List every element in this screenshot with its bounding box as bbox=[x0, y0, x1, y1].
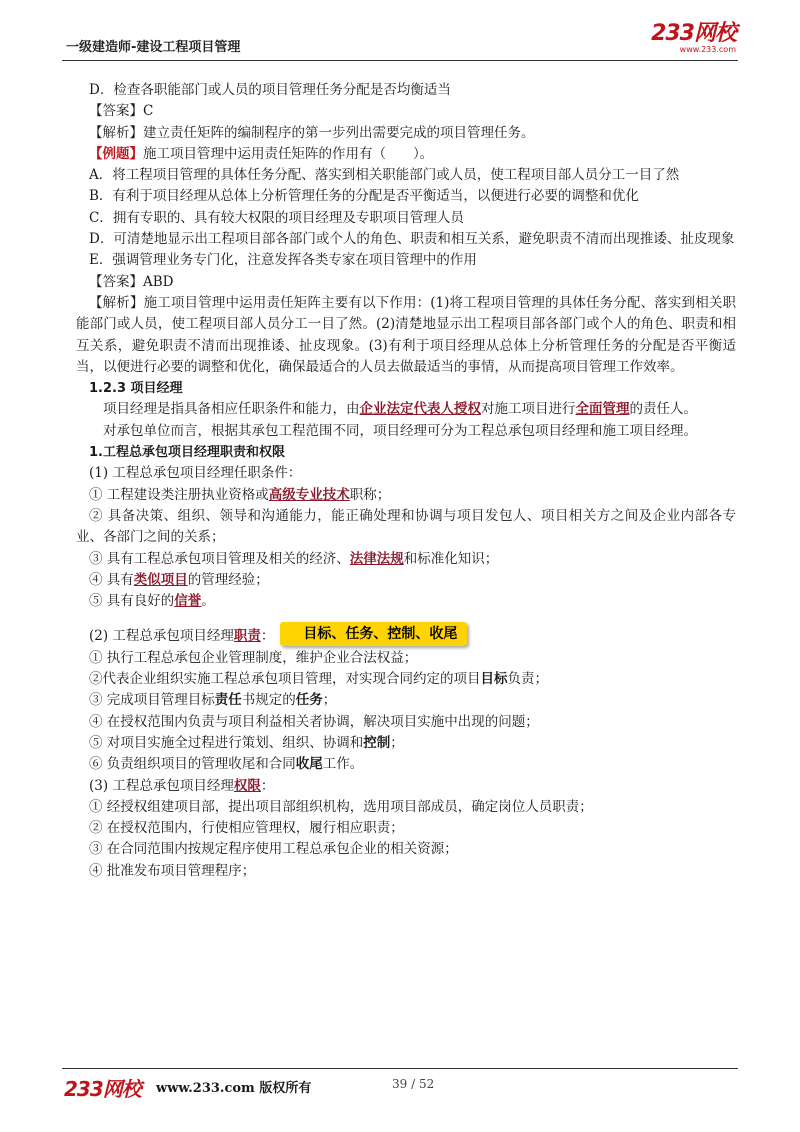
text-run: ： bbox=[260, 628, 275, 645]
text-run: ②代表企业组织实施工程总承包项目管理，对实现合同约定的项目 bbox=[89, 671, 481, 688]
text-run: 的管理经验； bbox=[187, 571, 269, 588]
text-run: ⑤ 具有良好的 bbox=[89, 593, 175, 610]
keyword: 目标 bbox=[480, 671, 508, 688]
text-run: ⑥ 负责组织项目的管理收尾和合同 bbox=[89, 756, 296, 773]
duty-4: ④ 在授权范围内负责与项目利益相关者协调，解决项目实施中出现的问题； bbox=[89, 713, 539, 730]
option-a: A．将工程项目管理的具体任务分配、落实到相关职能部门或人员，使工程项目部人员分工一目了然 bbox=[89, 167, 680, 184]
duty-3 bbox=[76, 690, 736, 711]
keyword: 类似项目 bbox=[133, 571, 188, 588]
highlight-tag: 目标、任务、控制、收尾 bbox=[280, 622, 467, 646]
qualification-2: ② 具备决策、组织、领导和沟通能力，能正确处理和协调与项目发包人、项目相关方之间及企业内部各专业、各部门之间的关系； bbox=[76, 507, 736, 546]
option-d: D．可清楚地显示出工程项目部各部门或个人的角色、职责和相互关系，避免职责不清而出现推诿、扯皮现象 bbox=[89, 231, 735, 248]
text-run: 书规定的 bbox=[241, 692, 296, 709]
keyword: 控制 bbox=[363, 734, 391, 751]
brand-logo bbox=[651, 23, 736, 54]
text-run: 的责任人。 bbox=[629, 401, 697, 418]
analysis-label: 【解析】 bbox=[89, 294, 144, 311]
option-c: C．拥有专职的、具有较大权限的项目经理及专职项目管理人员 bbox=[89, 209, 464, 226]
text-run: 职称； bbox=[349, 486, 391, 503]
qualification-5 bbox=[76, 591, 736, 612]
text-run: ； bbox=[322, 692, 337, 709]
logo-text: 233网校 bbox=[651, 21, 736, 46]
option-b: B．有利于项目经理从总体上分析管理任务的分配是否平衡适当，以便进行必要的调整和优化 bbox=[89, 188, 639, 205]
example-text: 施工项目管理中运用责任矩阵的作用有（ ）。 bbox=[143, 145, 434, 162]
option-d-prev: D．检查各职能部门或人员的项目管理任务分配是否均衡适当 bbox=[89, 82, 451, 98]
authority-heading bbox=[76, 776, 736, 797]
footer-logo: 233网校 bbox=[64, 1077, 141, 1101]
qualification-heading: (1) 工程总承包项目经理任职条件： bbox=[89, 465, 302, 482]
authority-1: ① 经授权组建项目部，提出项目部组织机构，选用项目部成员，确定岗位人员职责； bbox=[89, 798, 593, 815]
text-run: (2) 工程总承包项目经理 bbox=[89, 628, 234, 645]
duties-heading bbox=[76, 622, 736, 647]
text-run: 。 bbox=[201, 593, 215, 610]
text-run: (3) 工程总承包项目经理 bbox=[89, 777, 234, 794]
text-run: ③ 具有工程总承包项目管理及相关的经济、 bbox=[89, 550, 350, 567]
document-body bbox=[76, 80, 736, 882]
text-run: ⑤ 对项目实施全过程进行策划、组织、协调和 bbox=[89, 734, 364, 751]
duty-1: ① 执行工程总承包企业管理制度，维护企业合法权益； bbox=[89, 649, 418, 666]
analysis-2 bbox=[76, 293, 736, 378]
keyword: 高级专业技术 bbox=[268, 486, 350, 503]
duty-6 bbox=[76, 754, 736, 775]
text-run: 工作。 bbox=[322, 756, 364, 773]
duty-5 bbox=[76, 733, 736, 754]
spacer bbox=[76, 612, 736, 622]
page-footer bbox=[62, 1068, 738, 1103]
qualification-1 bbox=[76, 485, 736, 506]
analysis-label: 【解析】 bbox=[89, 124, 143, 141]
text-run: 和标准化知识； bbox=[403, 550, 499, 567]
text-run: ① 工程建设类注册执业资格或 bbox=[89, 486, 269, 503]
authority-4: ④ 批准发布项目管理程序； bbox=[89, 862, 256, 879]
keyword: 收尾 bbox=[295, 756, 323, 773]
analysis-1 bbox=[76, 123, 736, 144]
text-run: 项目经理是指具备相应任职条件和能力，由 bbox=[103, 401, 360, 418]
pm-definition bbox=[76, 399, 736, 420]
analysis-text: 施工项目管理中运用责任矩阵主要有以下作用：(1)将工程项目管理的具体任务分配、落实到相关职能部门或人员，使工程项目部人员分工一目了然。(2)清楚地显示出工程项目部各部门或个人的角色、职责和相互关系，避免职责不清而出现推诿、扯皮现象。(3)有利于项目经理从总体上分析管理任务的分配是否平衡适当，以便进行必要的调整和优化，确保最适合的人员去做最适当的事情，从而提高项目管理工作效率。 bbox=[76, 294, 737, 375]
keyword: 职责 bbox=[233, 628, 261, 645]
keyword: 权限 bbox=[233, 777, 261, 794]
keyword: 企业法定代表人授权 bbox=[359, 401, 481, 418]
page-number: 39 / 52 bbox=[392, 1077, 435, 1091]
pm-types: 对承包单位而言，根据其承包工程范围不同，项目经理可分为工程总承包项目经理和施工项目经理。 bbox=[103, 422, 697, 439]
footer-copyright: www.233.com 版权所有 bbox=[156, 1081, 312, 1096]
keyword: 全面管理 bbox=[575, 401, 630, 418]
authority-3: ③ 在合同范围内按规定程序使用工程总承包企业的相关资源； bbox=[89, 841, 458, 858]
text-run: ③ 完成项目管理目标 bbox=[89, 692, 215, 709]
text-run: ④ 具有 bbox=[89, 571, 134, 588]
authority-2: ② 在授权范围内，行使相应管理权，履行相应职责； bbox=[89, 820, 404, 837]
text-run: ： bbox=[260, 777, 275, 794]
text-run: ； bbox=[390, 734, 404, 751]
page-header bbox=[62, 20, 738, 61]
logo-url: www.233.com bbox=[679, 45, 736, 54]
analysis-text: 建立责任矩阵的编制程序的第一步列出需要完成的项目管理任务。 bbox=[143, 124, 535, 141]
duty-2 bbox=[76, 669, 736, 690]
answer-2: 【答案】ABD bbox=[89, 273, 174, 290]
qualification-4 bbox=[76, 570, 736, 591]
text-run: 负责； bbox=[507, 671, 548, 688]
section-heading: 1.2.3 项目经理 bbox=[89, 381, 183, 397]
example-question bbox=[76, 144, 736, 165]
text-run: 对施工项目进行 bbox=[481, 401, 576, 418]
example-label: 【例题】 bbox=[89, 145, 143, 162]
header-title: 一级建造师-建设工程项目管理 bbox=[66, 40, 241, 55]
answer-1: 【答案】C bbox=[89, 103, 154, 120]
option-e: E．强调管理业务专门化，注意发挥各类专家在项目管理中的作用 bbox=[89, 252, 477, 269]
qualification-3 bbox=[76, 549, 736, 570]
keyword: 信誉 bbox=[174, 593, 202, 610]
keyword: 任务 bbox=[295, 692, 323, 709]
keyword: 责任 bbox=[214, 692, 242, 709]
keyword: 法律法规 bbox=[349, 550, 404, 567]
subsection-heading: 1.工程总承包项目经理职责和权限 bbox=[89, 445, 285, 461]
